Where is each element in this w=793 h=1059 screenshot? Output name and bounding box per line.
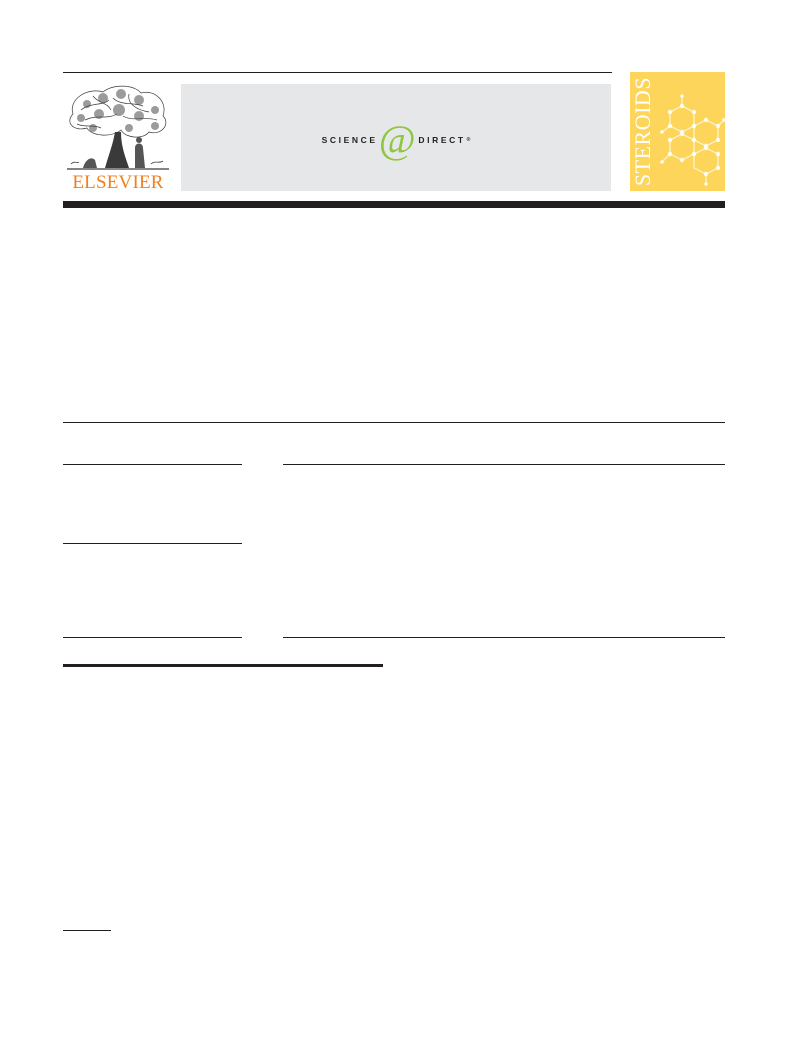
abstract-top-rule	[283, 464, 725, 465]
footnote-rule	[63, 930, 111, 931]
article-info-rule-1	[63, 464, 242, 465]
article-info-bottom-rule	[63, 637, 242, 638]
sd-logo-left: SCIENCE	[321, 135, 378, 145]
sd-at-icon: @	[378, 117, 416, 162]
sd-registered-mark: ®	[466, 137, 471, 143]
journal-cover-title: STEROIDS	[630, 76, 655, 187]
elsevier-wordmark: ELSEVIER	[72, 172, 164, 193]
elsevier-tree-icon	[63, 84, 173, 172]
sciencedirect-logo[interactable]	[301, 117, 491, 162]
section-heading-rule	[63, 664, 383, 667]
article-info-top-rule	[63, 422, 725, 423]
journal-cover[interactable]	[630, 72, 725, 191]
elsevier-logo[interactable]	[63, 84, 173, 192]
sciencedirect-banner	[181, 84, 611, 191]
top-rule	[63, 72, 612, 73]
abstract-bottom-rule	[283, 637, 725, 638]
sd-logo-right: DIRECT	[418, 135, 466, 145]
header-thick-rule	[63, 201, 725, 208]
keywords-rule	[63, 543, 242, 544]
